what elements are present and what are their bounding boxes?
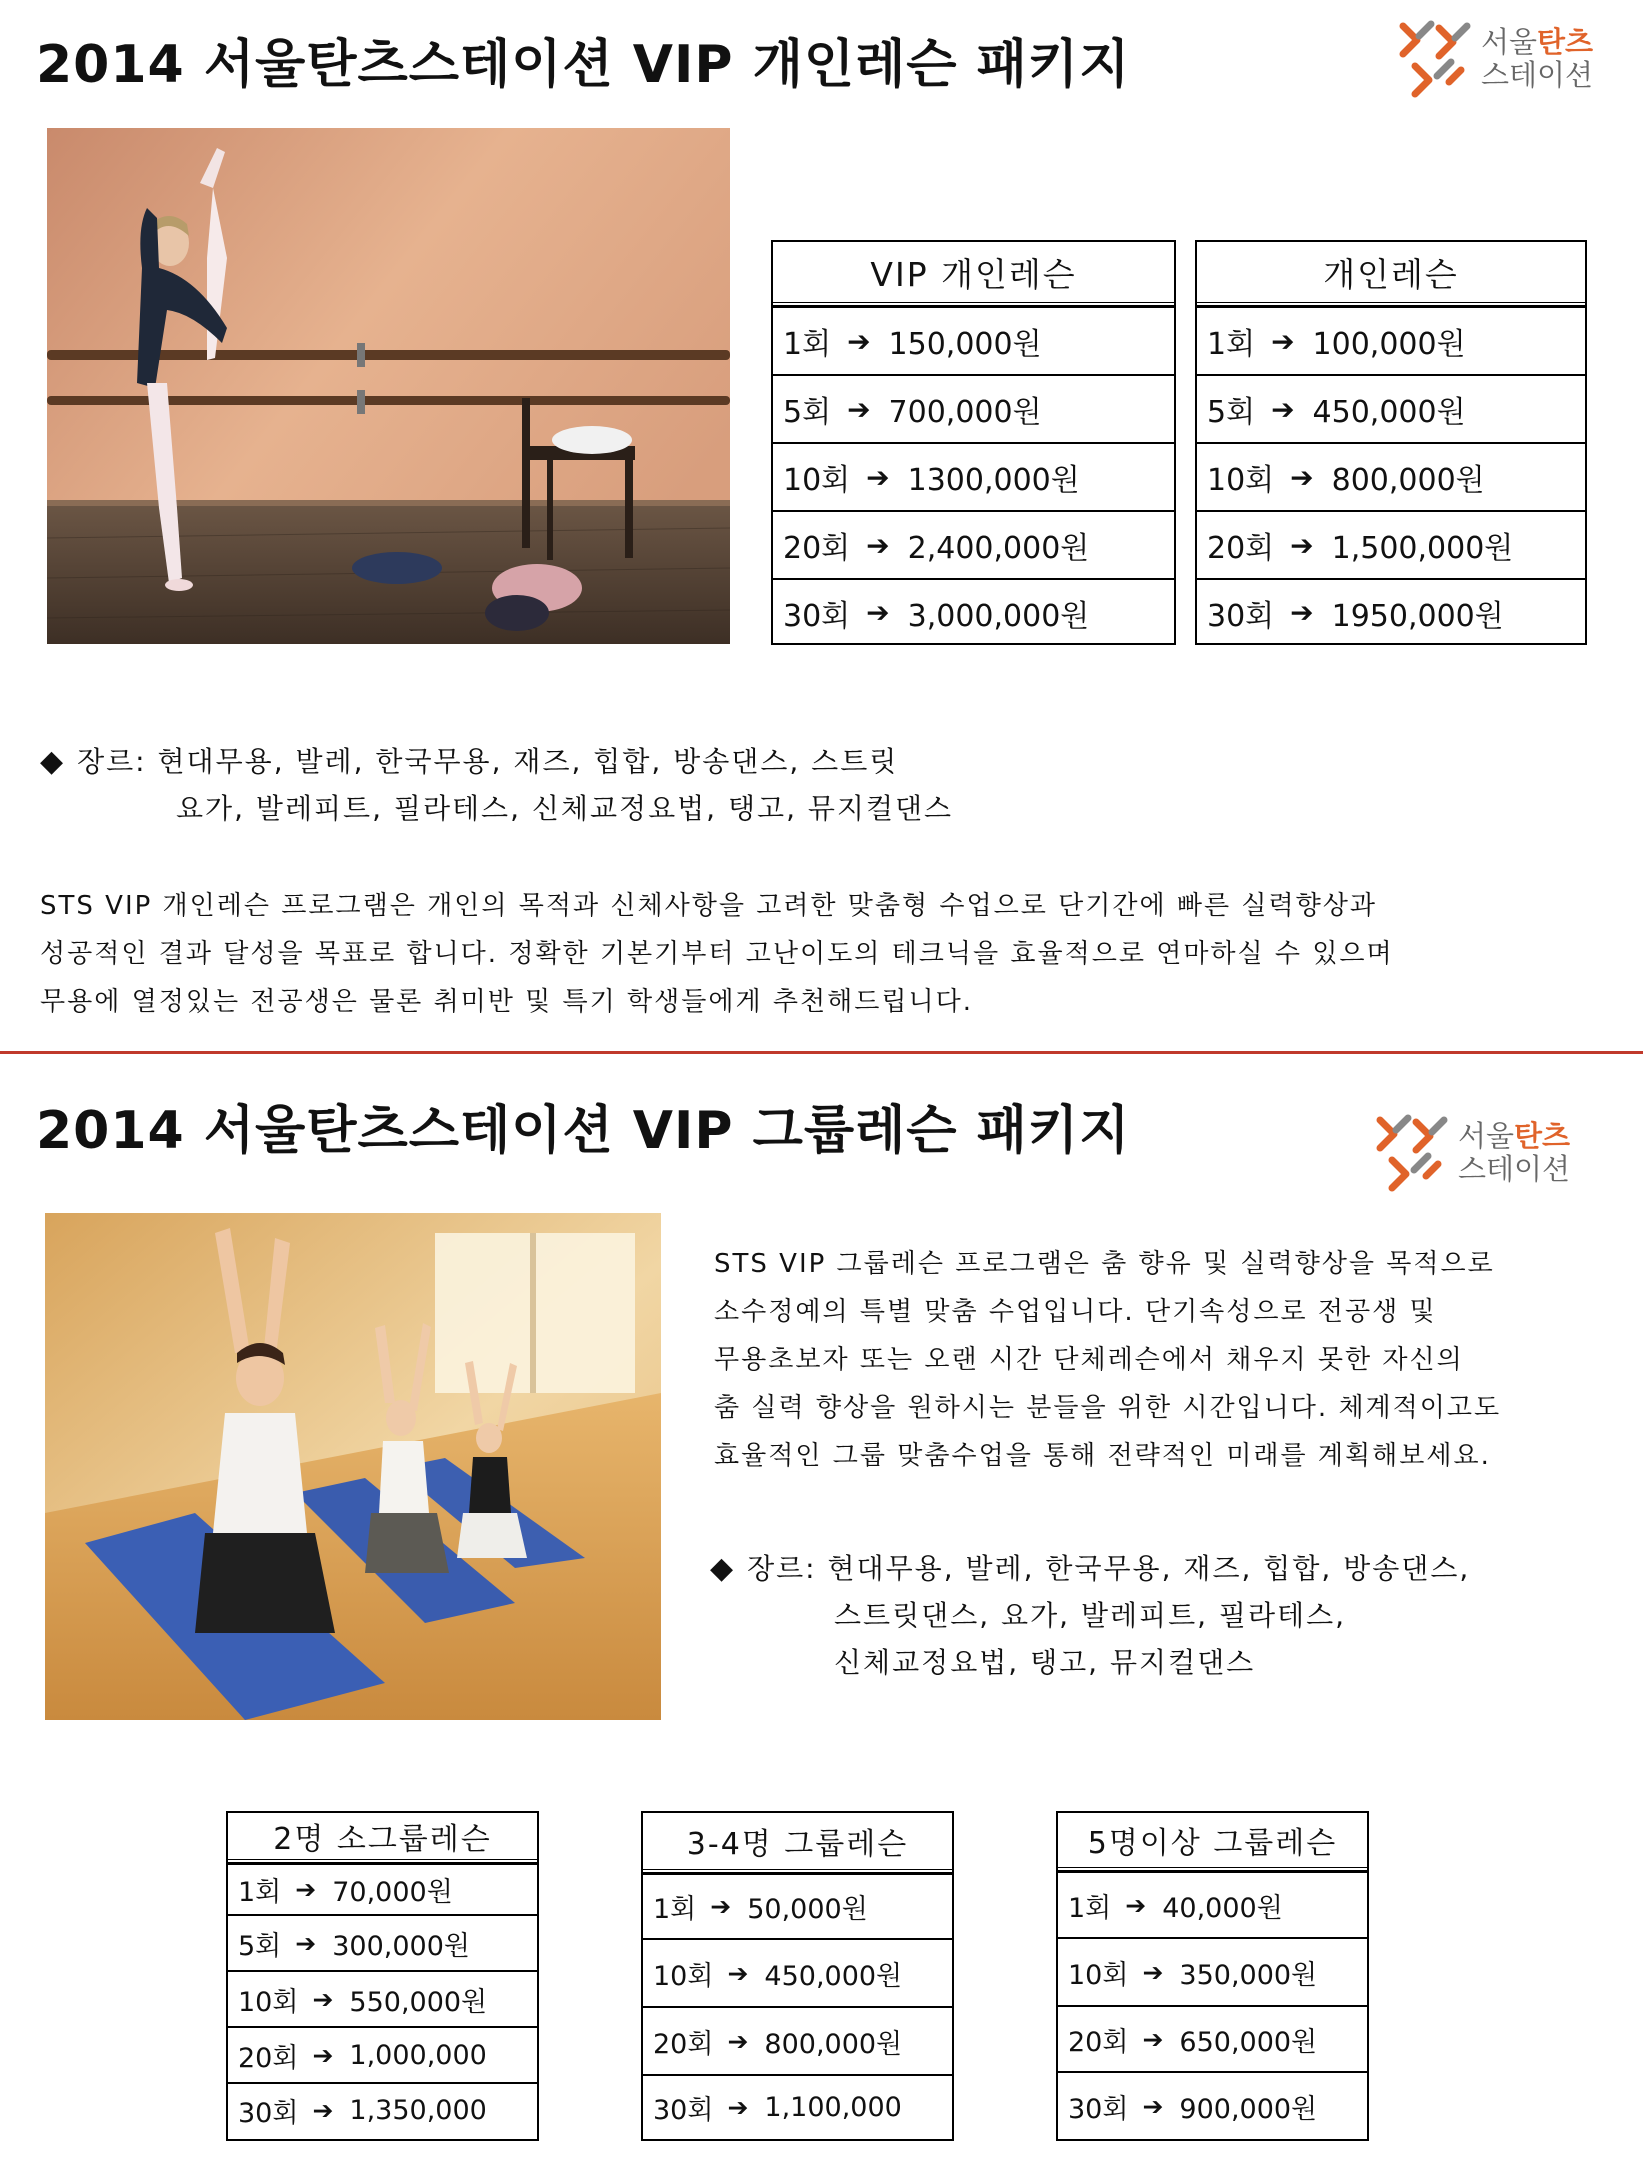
session-count: 10회 [1068, 1959, 1129, 1991]
table-row [228, 1970, 537, 2026]
arrow-right-icon: ➔ [866, 528, 890, 562]
price: 50,000원 [747, 1894, 868, 1925]
price: 3,000,000원 [907, 598, 1090, 634]
section2-logo [1372, 1112, 1570, 1194]
description-line: STS VIP 그룹레슨 프로그램은 춤 향유 및 실력향상을 목적으로 [714, 1249, 1495, 1279]
private-lesson-description [40, 882, 1394, 1026]
logo-text-station: 스테이션 [1458, 1152, 1571, 1186]
genre-line-2: 요가, 발레피트, 필라테스, 신체교정요법, 탱고, 뮤지컬댄스 [176, 792, 954, 825]
price: 40,000원 [1162, 1892, 1283, 1924]
arrow-right-icon: ➔ [866, 596, 890, 629]
price: 450,000원 [1312, 395, 1466, 430]
table-row [228, 1914, 537, 1970]
session-count: 5회 [783, 395, 832, 430]
arrow-right-icon: ➔ [312, 1984, 334, 2014]
price: 800,000원 [1331, 463, 1485, 498]
session-count: 20회 [653, 2028, 714, 2060]
three-four-person-group-table [641, 1811, 954, 2141]
vip-private-lesson-table [771, 240, 1176, 645]
arrow-right-icon: ➔ [1142, 2024, 1164, 2054]
arrow-right-icon: ➔ [295, 1928, 317, 1958]
price: 700,000원 [888, 395, 1042, 430]
logo-text-station: 스테이션 [1481, 58, 1594, 92]
session-count: 20회 [1207, 531, 1275, 566]
price: 350,000원 [1179, 1959, 1318, 1991]
table-row [1058, 1871, 1367, 1937]
logo-text-tanz: 탄츠 [1514, 1119, 1571, 1153]
group-lesson-description [714, 1240, 1501, 1480]
section-divider [0, 1051, 1643, 1054]
price: 2,400,000원 [907, 531, 1090, 566]
logo-text-tanz: 탄츠 [1537, 25, 1594, 59]
table-row [643, 1938, 952, 2006]
price: 1950,000원 [1331, 598, 1504, 634]
genre-line-1: 장르: 현대무용, 발레, 한국무용, 재즈, 힙합, 방송댄스, [747, 1552, 1471, 1585]
section2-title: 2014 서울탄츠스테이션 VIP 그룹레슨 패키지 [36, 1101, 1131, 1161]
table-row [1058, 2071, 1367, 2139]
price: 300,000원 [332, 1930, 470, 1962]
logo-text-seoul: 서울 [1481, 25, 1538, 59]
price: 1,500,000원 [1331, 531, 1514, 566]
session-count: 30회 [238, 2098, 299, 2129]
table-row [773, 374, 1174, 442]
session-count: 10회 [783, 463, 851, 498]
table-header: 5명이상 그룹레슨 [1058, 1813, 1367, 1871]
price: 70,000원 [332, 1877, 453, 1908]
session-count: 20회 [1068, 2026, 1129, 2058]
session-count: 30회 [653, 2095, 714, 2126]
description-line: 성공적인 결과 달성을 목표로 합니다. 정확한 기본기부터 고난이도의 테크닉을 효율적으로 연마하실 수 있으며 [40, 939, 1394, 969]
session-count: 5회 [1207, 395, 1256, 430]
section1-title: 2014 서울탄츠스테이션 VIP 개인레슨 패키지 [36, 35, 1131, 95]
section1-logo [1395, 18, 1593, 100]
table-row [643, 1873, 952, 1938]
arrow-right-icon: ➔ [727, 2026, 749, 2056]
table-row [228, 2082, 537, 2137]
session-count: 5회 [238, 1930, 282, 1962]
table-row [643, 2006, 952, 2074]
table-row [1197, 578, 1585, 645]
session-count: 10회 [653, 1960, 714, 1992]
arrow-right-icon: ➔ [1290, 528, 1314, 562]
arrow-right-icon: ➔ [1125, 1890, 1147, 1920]
session-count: 1회 [653, 1894, 697, 1925]
session-count: 1회 [238, 1877, 282, 1908]
diamond-bullet-icon: ◆ [710, 1551, 736, 1586]
two-person-group-table [226, 1811, 539, 2141]
description-line: STS VIP 개인레슨 프로그램은 개인의 목적과 신체사항을 고려한 맞춤형 수업으로 단기간에 빠른 실력향상과 [40, 891, 1377, 921]
session-count: 30회 [1068, 2093, 1129, 2125]
arrow-right-icon: ➔ [847, 324, 871, 358]
arrow-right-icon: ➔ [710, 1892, 732, 1921]
arrow-right-icon: ➔ [1271, 392, 1295, 426]
logo-mark-icon [1395, 18, 1475, 100]
table-row [773, 306, 1174, 374]
session-count: 1회 [783, 327, 832, 362]
table-row [1058, 1937, 1367, 2005]
diamond-bullet-icon: ◆ [40, 744, 66, 779]
price: 1,000,000 [349, 2039, 487, 2071]
price: 450,000원 [764, 1960, 903, 1992]
session-count: 1회 [1207, 327, 1256, 362]
table-row [773, 510, 1174, 578]
table-row [643, 2074, 952, 2139]
price: 100,000원 [1312, 327, 1466, 362]
session-count: 10회 [238, 1986, 299, 2018]
price: 650,000원 [1179, 2026, 1318, 2058]
group-genre-list [710, 1545, 1470, 1686]
table-row [228, 2026, 537, 2082]
arrow-right-icon: ➔ [295, 1875, 317, 1904]
price: 800,000원 [764, 2028, 903, 2060]
description-line: 무용초보자 또는 오랜 시간 단체레슨에서 채우지 못한 자신의 [714, 1345, 1464, 1375]
ballet-dancer-photo [47, 128, 730, 644]
logo-mark-icon [1372, 1112, 1452, 1194]
arrow-right-icon: ➔ [727, 1958, 749, 1988]
five-plus-person-group-table [1056, 1811, 1369, 2141]
price: 150,000원 [888, 327, 1042, 362]
price: 1,100,000 [764, 2092, 902, 2123]
table-header: 개인레슨 [1197, 242, 1585, 306]
session-count: 1회 [1068, 1892, 1112, 1924]
genre-list [40, 738, 953, 832]
genre-line-2: 스트릿댄스, 요가, 발레피트, 필라테스, [834, 1599, 1347, 1632]
session-count: 30회 [1207, 598, 1275, 634]
arrow-right-icon: ➔ [312, 2096, 334, 2125]
description-line: 무용에 열정있는 전공생은 물론 취미반 및 특기 학생들에게 추천해드립니다. [40, 987, 973, 1017]
price: 550,000원 [349, 1986, 488, 2018]
arrow-right-icon: ➔ [1290, 596, 1314, 629]
session-count: 20회 [238, 2042, 299, 2074]
arrow-right-icon: ➔ [1142, 2091, 1164, 2121]
arrow-right-icon: ➔ [1271, 324, 1295, 358]
description-line: 효율적인 그룹 맞춤수업을 통해 전략적인 미래를 계획해보세요. [714, 1441, 1491, 1471]
table-row [228, 1863, 537, 1914]
table-row [1197, 510, 1585, 578]
arrow-right-icon: ➔ [1290, 460, 1314, 494]
arrow-right-icon: ➔ [312, 2040, 334, 2070]
table-row [1058, 2005, 1367, 2071]
private-lesson-table [1195, 240, 1587, 645]
price: 1300,000원 [907, 463, 1080, 498]
table-row [773, 578, 1174, 645]
table-row [773, 442, 1174, 510]
table-row [1197, 374, 1585, 442]
session-count: 20회 [783, 531, 851, 566]
session-count: 30회 [783, 598, 851, 634]
description-line: 춤 실력 향상을 원하시는 분들을 위한 시간입니다. 체계적이고도 [714, 1393, 1502, 1423]
table-header: 3-4명 그룹레슨 [643, 1813, 952, 1873]
group-yoga-photo [45, 1213, 661, 1720]
arrow-right-icon: ➔ [866, 460, 890, 494]
session-count: 10회 [1207, 463, 1275, 498]
price: 900,000원 [1179, 2093, 1318, 2125]
genre-line-3: 신체교정요법, 탱고, 뮤지컬댄스 [834, 1646, 1256, 1679]
genre-line-1: 장르: 현대무용, 발레, 한국무용, 재즈, 힙합, 방송댄스, 스트릿 [77, 745, 899, 778]
arrow-right-icon: ➔ [847, 392, 871, 426]
arrow-right-icon: ➔ [1142, 1957, 1164, 1987]
logo-text-seoul: 서울 [1458, 1119, 1515, 1153]
price: 1,350,000 [349, 2095, 487, 2126]
table-header: 2명 소그룹레슨 [228, 1813, 537, 1863]
table-header: VIP 개인레슨 [773, 242, 1174, 306]
arrow-right-icon: ➔ [727, 2093, 749, 2122]
table-row [1197, 442, 1585, 510]
description-line: 소수정예의 특별 맞춤 수업입니다. 단기속성으로 전공생 및 [714, 1297, 1437, 1327]
table-row [1197, 306, 1585, 374]
